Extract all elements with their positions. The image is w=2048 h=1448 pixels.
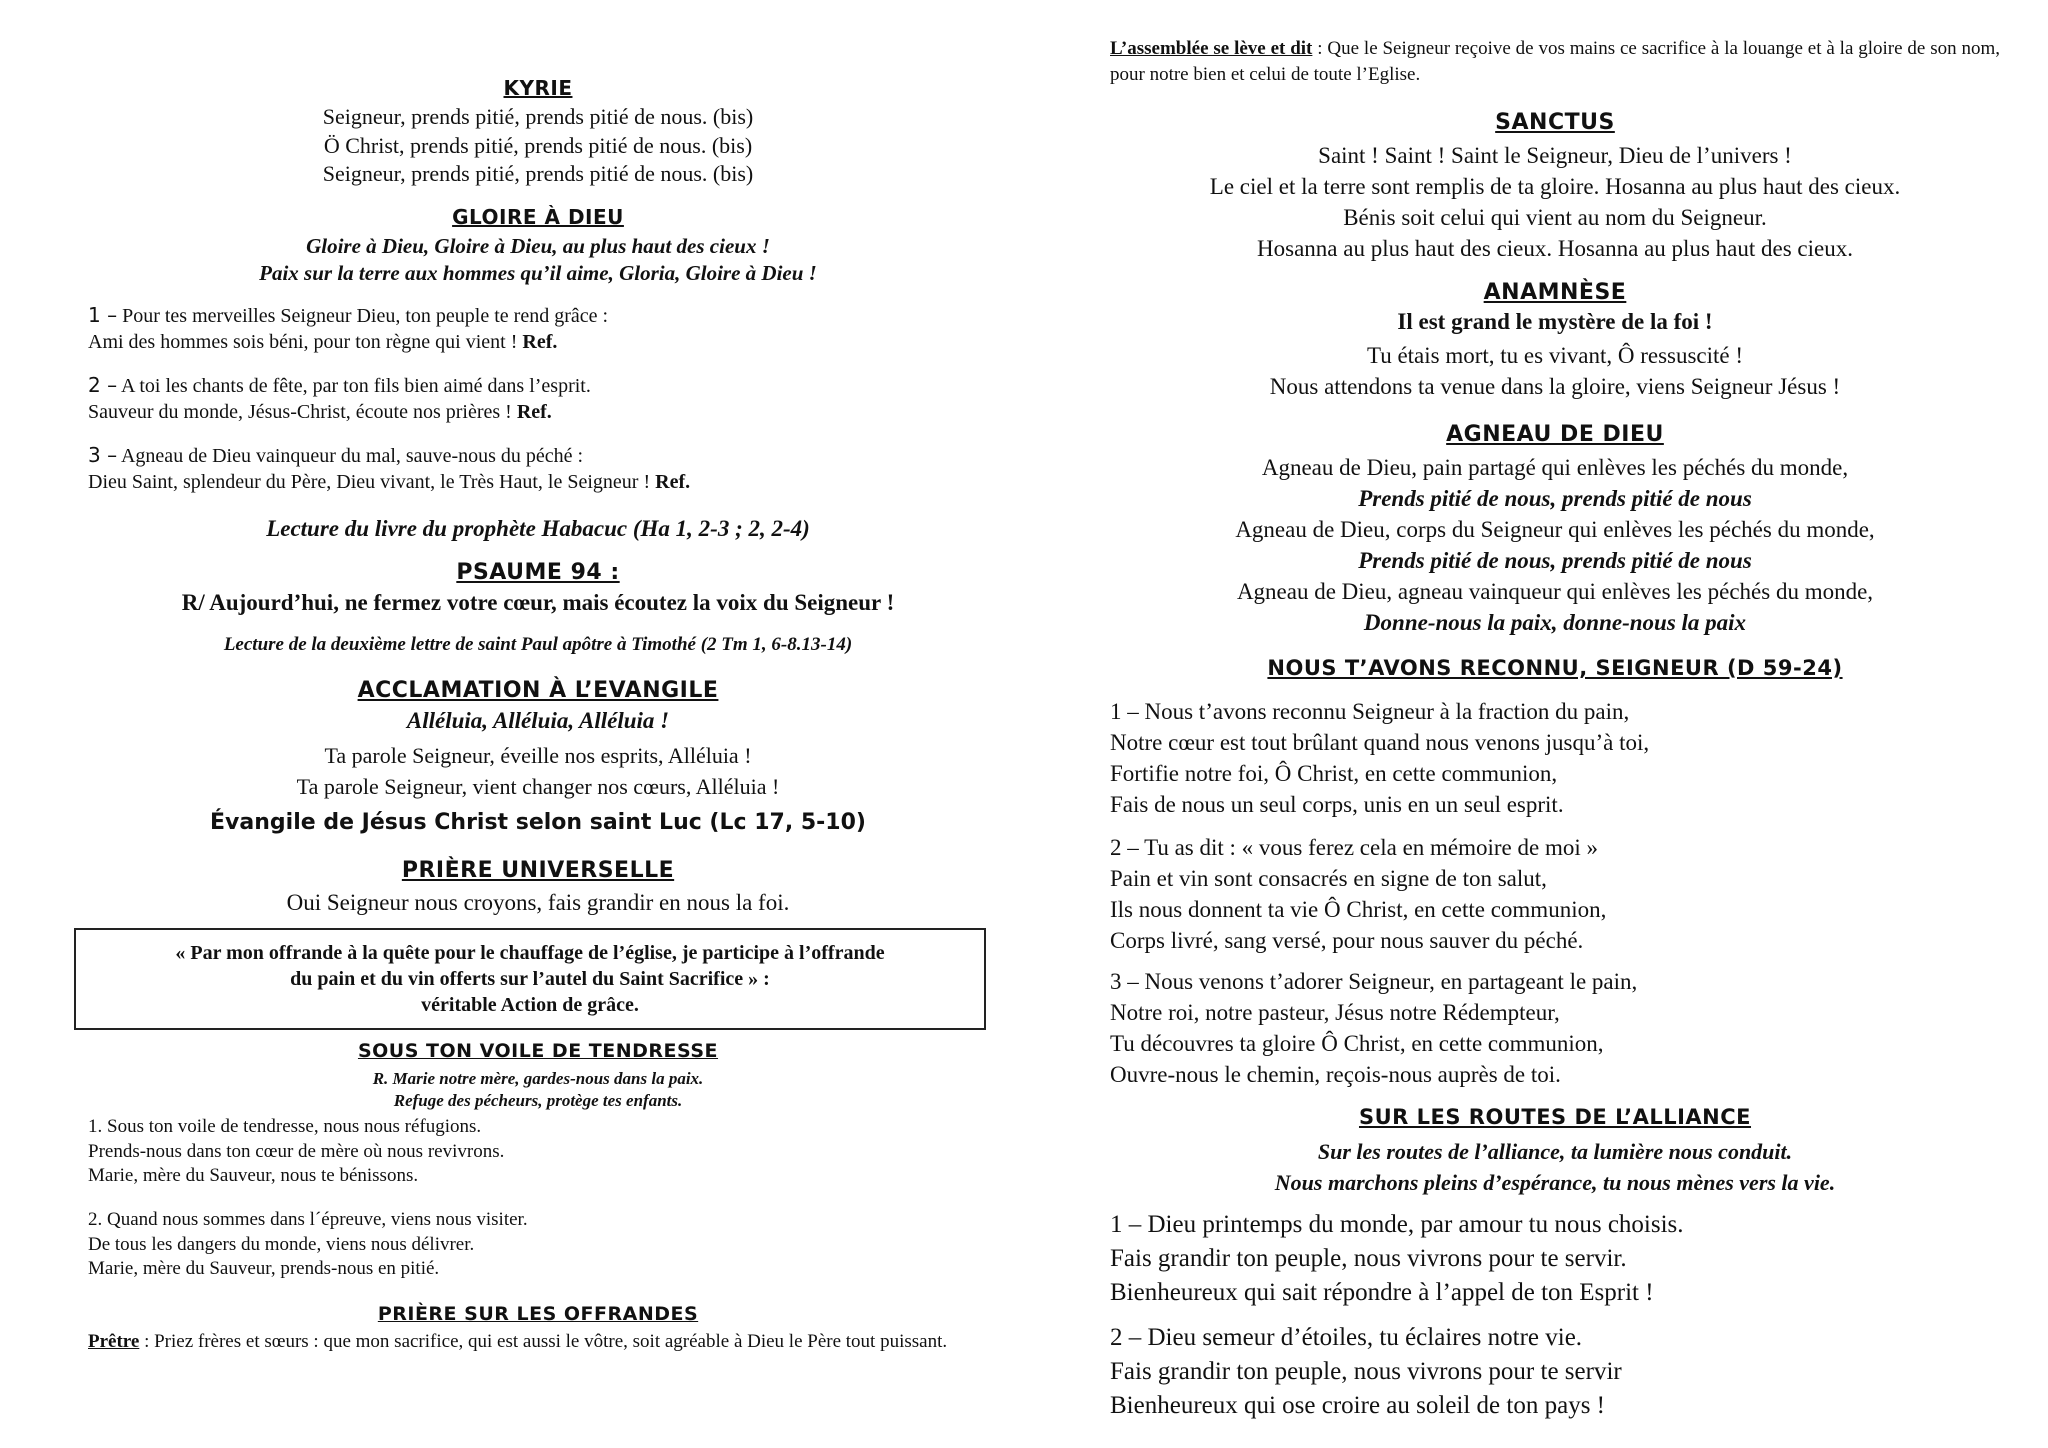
routes-title: SUR LES ROUTES DE L’ALLIANCE [1358, 1105, 1752, 1129]
anamnese-line: Tu étais mort, tu es vivant, Ô ressuscité ! [1366, 343, 1744, 368]
anamnese-title: ANAMNÈSE [1483, 280, 1627, 305]
refrain-line: Sur les routes de l’alliance, ta lumière nous conduit. [1317, 1139, 1793, 1164]
agneau-response: Prends pitié de nous, prends pitié de nous [1358, 486, 1752, 511]
refrain-line: Nous marchons pleins d’espérance, tu nous mènes vers la vie. [1274, 1170, 1836, 1195]
verse-line: Ils nous donnent ta vie Ô Christ, en cette communion, [1110, 897, 1607, 922]
ref-label: Ref. [522, 331, 558, 353]
verse-line: Bienheureux qui ose croire au soleil de ton pays ! [1110, 1392, 1605, 1419]
gloire-verse-3 [88, 442, 988, 495]
verse-line: 3 – Nous venons t’adorer Seigneur, en partageant le pain, [1110, 969, 1638, 994]
offrandes-title: PRIÈRE SUR LES OFFRANDES [377, 1303, 699, 1325]
reconnu-verse-2 [1110, 832, 2000, 956]
verse-line: Fais grandir ton peuple, nous vivrons pour te servir. [1110, 1245, 1627, 1272]
verse-line: Prends-nous dans ton cœur de mère où nous revivrons. [88, 1140, 505, 1162]
refrain-line: Paix sur la terre aux hommes qu’il aime, Gloria, Gloire à Dieu ! [259, 261, 817, 286]
assemblee-response: : Que le Seigneur reçoive de vos mains ce sacrifice à la louange et à la gloire de son nom, pour notre bien et celui de toute l’Eglise. [1110, 38, 2001, 85]
verse-line: 1. Sous ton voile de tendresse, nous nous réfugions. [88, 1116, 482, 1137]
routes-verse-2 [1110, 1321, 2000, 1423]
verse-line: Tu découvres ta gloire Ô Christ, en cette communion, [1110, 1031, 1604, 1056]
verse-line: Sauveur du monde, Jésus-Christ, écoute nos prières ! [88, 401, 517, 423]
reconnu-title: NOUS T’AVONS RECONNU, SEIGNEUR (D 59-24) [1267, 656, 1843, 680]
acclamation-line: Ta parole Seigneur, vient changer nos cœurs, Alléluia ! [296, 774, 780, 799]
kyrie-line: Seigneur, prends pitié, prends pitié de nous. (bis) [322, 104, 754, 129]
verse-line: Corps livré, sang versé, pour nous sauver du péché. [1110, 928, 1584, 953]
acclamation-text [88, 740, 988, 802]
anamnese-acclamation: Il est grand le mystère de la foi ! [1397, 309, 1713, 334]
psaume-refrain: R/ Aujourd’hui, ne fermez votre cœur, mais écoutez la voix du Seigneur ! [181, 590, 895, 615]
routes-verse-1 [1110, 1208, 2000, 1310]
priere-universelle-title: PRIÈRE UNIVERSELLE [401, 858, 675, 883]
sanctus-line: Bénis soit celui qui vient au nom du Seigneur. [1343, 205, 1767, 230]
verse-number: 1 – [88, 303, 118, 327]
sous-ton-voile-verse-1 [88, 1115, 988, 1189]
sous-ton-voile-refrain [88, 1068, 988, 1112]
lecture-timothee: Lecture de la deuxième lettre de saint Paul apôtre à Timothé (2 Tm 1, 6-8.13-14) [223, 634, 853, 655]
box-line: du pain et du vin offerts sur l’autel du Saint Sacrifice » : [290, 968, 770, 990]
verse-line: Marie, mère du Sauveur, nous te bénissons. [88, 1165, 419, 1187]
kyrie-text [88, 103, 988, 189]
verse-line: Agneau de Dieu vainqueur du mal, sauve-nous du péché : [117, 445, 584, 467]
verse-line: Pour tes merveilles Seigneur Dieu, ton peuple te rend grâce : [117, 305, 609, 327]
verse-line: Notre roi, notre pasteur, Jésus notre Rédempteur, [1110, 1000, 1560, 1025]
verse-line: 1 – Nous t’avons reconnu Seigneur à la fraction du pain, [1110, 699, 1630, 724]
agneau-text [1110, 452, 2000, 638]
psaume-title: PSAUME 94 : [456, 560, 620, 585]
agneau-title: AGNEAU DE DIEU [1446, 422, 1664, 447]
ref-label: Ref. [516, 401, 552, 423]
verse-line: 2 – Dieu semeur d’étoiles, tu éclaires notre vie. [1110, 1324, 1583, 1351]
refrain-line: Refuge des pécheurs, protège tes enfants. [393, 1091, 683, 1111]
verse-line: 1 – Dieu printemps du monde, par amour tu nous choisis. [1110, 1211, 1684, 1238]
agneau-line: Agneau de Dieu, agneau vainqueur qui enlèves les péchés du monde, [1236, 579, 1874, 604]
verse-line: Fais de nous un seul corps, unis en un seul esprit. [1110, 792, 1564, 817]
gloire-verse-1 [88, 302, 988, 355]
sanctus-line: Hosanna au plus haut des cieux. Hosanna au plus haut des cieux. [1257, 236, 1853, 261]
evangile-title: Évangile de Jésus Christ selon saint Luc (Lc 17, 5-10) [210, 810, 866, 835]
agneau-line: Agneau de Dieu, corps du Seigneur qui enlèves les péchés du monde, [1235, 517, 1875, 542]
reconnu-verse-1 [1110, 696, 2000, 820]
kyrie-line: Seigneur, prends pitié, prends pitié de nous. (bis) [322, 161, 754, 187]
priere-universelle-line: Oui Seigneur nous croyons, fais grandir en nous la foi. [286, 890, 790, 915]
routes-refrain [1110, 1136, 2000, 1198]
refrain-line: Gloire à Dieu, Gloire à Dieu, au plus haut des cieux ! [306, 234, 770, 258]
sanctus-line: Le ciel et la terre sont remplis de ta gloire. Hosanna au plus haut des cieux. [1209, 174, 1901, 199]
gloire-verse-2 [88, 372, 988, 425]
sanctus-line: Saint ! Saint ! Saint le Seigneur, Dieu de l’univers ! [1318, 143, 1792, 168]
kyrie-line: Ö Christ, prends pitié, prends pitié de nous. (bis) [323, 132, 753, 158]
verse-line: De tous les dangers du monde, viens nous délivrer. [88, 1233, 475, 1255]
anamnese-text [1110, 340, 2000, 402]
acclamation-title: ACCLAMATION À L’EVANGILE [357, 678, 719, 703]
verse-line: Ouvre-nous le chemin, reçois-nous auprès de toi. [1110, 1062, 1561, 1087]
verse-line: 2 – Tu as dit : « vous ferez cela en mémoire de moi » [1110, 835, 1599, 860]
verse-line: 2. Quand nous sommes dans l´épreuve, viens nous visiter. [88, 1209, 528, 1230]
offrandes-text [88, 1330, 968, 1355]
sous-ton-voile-verse-2 [88, 1208, 988, 1282]
alleluia-line: Alléluia, Alléluia, Alléluia ! [406, 708, 670, 733]
verse-line: Pain et vin sont consacrés en signe de ton salut, [1110, 866, 1547, 891]
verse-number: 2 – [88, 373, 118, 397]
gloire-refrain [88, 233, 988, 288]
speaker-label: L’assemblée se lève et dit [1110, 38, 1313, 59]
sous-ton-voile-title: SOUS TON VOILE DE TENDRESSE [357, 1040, 719, 1062]
box-line: véritable Action de grâce. [421, 994, 639, 1016]
sanctus-title: SANCTUS [1495, 110, 1615, 135]
reconnu-verse-3 [1110, 966, 2000, 1090]
verse-line: Fais grandir ton peuple, nous vivrons pour te servir [1110, 1358, 1622, 1385]
verse-line: Notre cœur est tout brûlant quand nous venons jusqu’à toi, [1110, 730, 1650, 755]
agneau-response: Prends pitié de nous, prends pitié de nous [1358, 548, 1752, 573]
anamnese-line: Nous attendons ta venue dans la gloire, viens Seigneur Jésus ! [1269, 374, 1841, 399]
box-line: « Par mon offrande à la quête pour le chauffage de l’église, je participe à l’offrande [175, 942, 885, 964]
kyrie-title: KYRIE [503, 76, 573, 100]
speaker-label: Prêtre [88, 1331, 140, 1352]
acclamation-line: Ta parole Seigneur, éveille nos esprits, Alléluia ! [324, 743, 752, 768]
offrandes-prayer: : Priez frères et sœurs : que mon sacrifice, qui est aussi le vôtre, soit agréable à Dieu le Père tout puissant. [139, 1331, 948, 1352]
assemblee-text [1110, 36, 2000, 87]
sanctus-text [1110, 140, 2000, 264]
agneau-line: Agneau de Dieu, pain partagé qui enlèves les péchés du monde, [1261, 455, 1849, 480]
verse-line: Ami des hommes sois béni, pour ton règne qui vient ! [88, 331, 523, 353]
verse-line: Bienheureux qui sait répondre à l’appel de ton Esprit ! [1110, 1279, 1654, 1306]
agneau-response: Donne-nous la paix, donne-nous la paix [1363, 610, 1747, 635]
verse-line: Dieu Saint, splendeur du Père, Dieu vivant, le Très Haut, le Seigneur ! [88, 471, 656, 493]
verse-line: A toi les chants de fête, par ton fils bien aimé dans l’esprit. [117, 375, 591, 397]
lecture-habacuc: Lecture du livre du prophète Habacuc (Ha 1, 2-3 ; 2, 2-4) [266, 516, 810, 541]
verse-line: Fortifie notre foi, Ô Christ, en cette communion, [1110, 761, 1558, 786]
offrande-box [74, 928, 986, 1030]
ref-label: Ref. [655, 471, 691, 493]
refrain-line: R. Marie notre mère, gardes-nous dans la paix. [372, 1069, 704, 1088]
verse-number: 3 – [88, 443, 118, 467]
verse-line: Marie, mère du Sauveur, prends-nous en pitié. [88, 1258, 440, 1280]
gloire-title: GLOIRE À DIEU [452, 205, 624, 229]
